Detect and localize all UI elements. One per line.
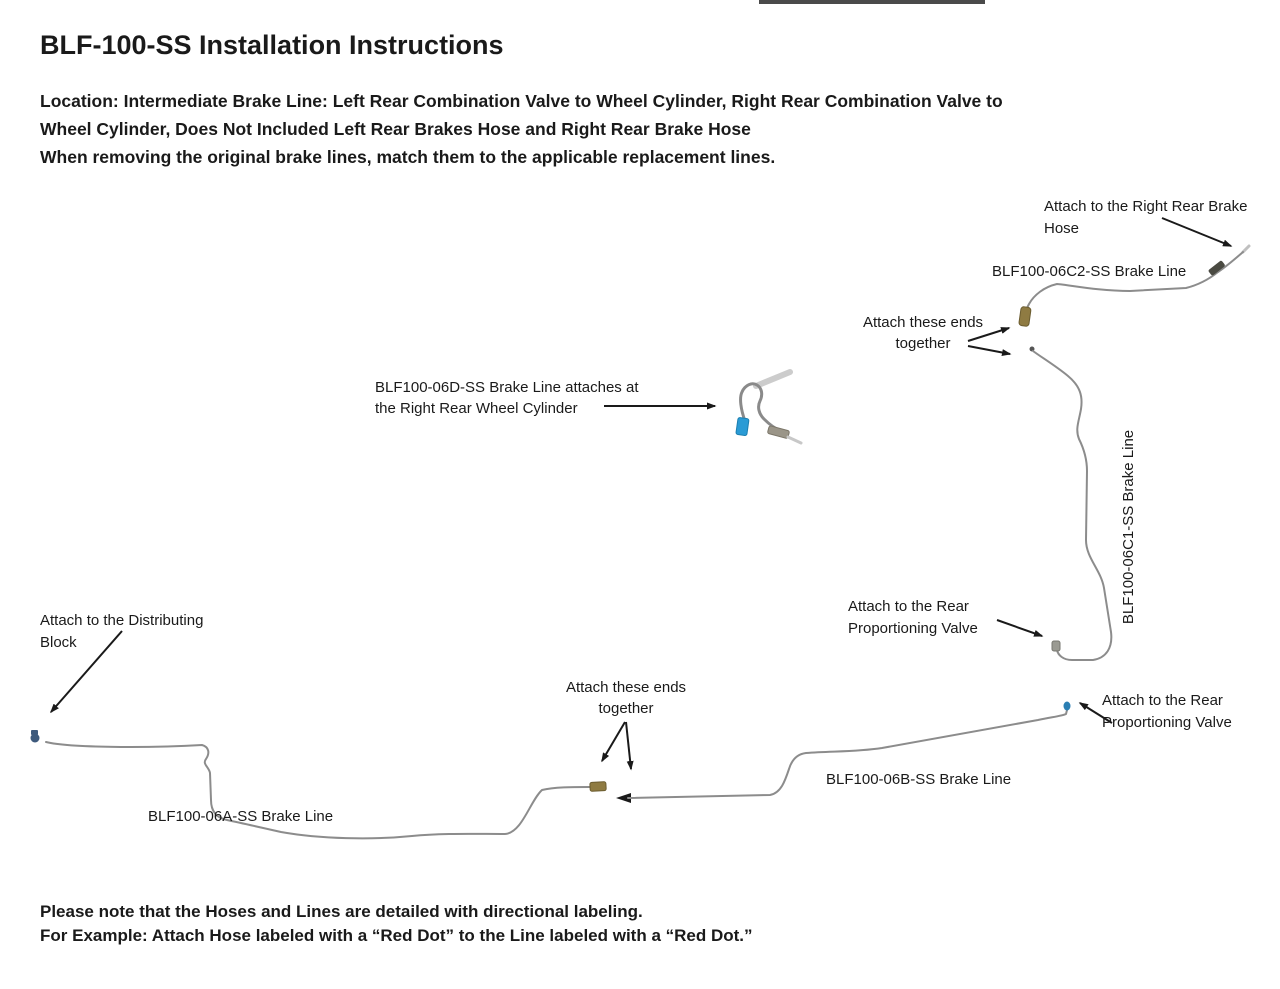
location-line-1: Location: Intermediate Brake Line: Left Rear Combination Valve to Wheel Cylinder, Right Rear Combination Valve to: [40, 91, 1003, 111]
c2-right-tip: [1243, 246, 1249, 252]
footer-notes: [40, 900, 753, 948]
label-distributing-block: [40, 610, 203, 654]
label-b-brake-line: [826, 769, 1011, 790]
label-a-brake-line: [148, 806, 333, 827]
arrow-ends-bottom-right: [626, 722, 631, 769]
label-attach-right-rear-hose: [1044, 196, 1280, 240]
label-line: BLF100-06D-SS Brake Line attaches at: [375, 379, 639, 396]
label-attach-ends-top: [855, 312, 991, 354]
page-title: BLF-100-SS Installation Instructions: [40, 30, 504, 60]
c1-line-tube: [1033, 351, 1111, 660]
label-line: Attach these ends: [862, 314, 984, 331]
label-line: Proportioning Valve: [848, 620, 978, 637]
label-line: together: [598, 700, 654, 717]
label-c1-brake-line: BLF100-06C1-SS Brake Line: [1120, 429, 1137, 625]
footer-line-1: Please note that the Hoses and Lines are detailed with directional labeling.: [40, 902, 643, 921]
label-attach-ends-bottom: [558, 677, 694, 719]
arrow-ends-bottom-left: [602, 722, 625, 761]
footer-line-2: For Example: Attach Hose labeled with a “Red Dot” to the Line labeled with a “Red Dot.”: [40, 926, 753, 945]
a-right-fitting: [590, 782, 606, 792]
label-line: together: [895, 335, 951, 352]
d-end-fitting: [767, 426, 789, 439]
location-line-2: Wheel Cylinder, Does Not Included Left Rear Brakes Hose and Right Rear Brake Hose: [40, 119, 751, 139]
c2-end-fitting: [1019, 306, 1032, 326]
label-line: Attach to the Right Rear Brake: [1044, 198, 1248, 215]
a-left-fitting: [31, 734, 40, 743]
location-line-3: When removing the original brake lines, match them to the applicable replacement lines.: [40, 147, 776, 167]
d-light-tube-upper: [756, 372, 790, 386]
label-line: Attach to the Rear: [848, 598, 969, 615]
label-line: BLF100-06C2-SS Brake Line: [992, 263, 1187, 280]
arrow-rear-prop-mid: [997, 620, 1042, 636]
label-line: the Right Rear Wheel Cylinder: [375, 400, 578, 417]
b-right-fitting: [1064, 702, 1071, 711]
label-rear-prop-bottom: [1102, 690, 1232, 734]
d-blue-fitting: [736, 417, 749, 435]
c1-bottom-fitting: [1052, 641, 1060, 651]
label-line: Proportioning Valve: [1102, 714, 1232, 731]
label-line: Attach to the Rear: [1102, 692, 1223, 709]
c2-brake-line: [1019, 246, 1249, 327]
d-brake-line: [736, 372, 801, 443]
label-line: BLF100-06B-SS Brake Line: [826, 771, 1012, 788]
label-line: Block: [40, 634, 77, 651]
label-line: BLF100-06A-SS Brake Line: [148, 808, 334, 825]
label-rear-prop-mid: [848, 596, 978, 640]
label-d-brake-line: [375, 377, 638, 419]
label-c2-brake-line: [992, 261, 1186, 282]
label-line: Attach these ends: [565, 679, 687, 696]
c1-brake-line: [1030, 347, 1112, 661]
label-line: Hose: [1044, 220, 1080, 237]
label-line: Attach to the Distributing: [40, 612, 204, 629]
d-light-tip-lower: [788, 437, 801, 443]
